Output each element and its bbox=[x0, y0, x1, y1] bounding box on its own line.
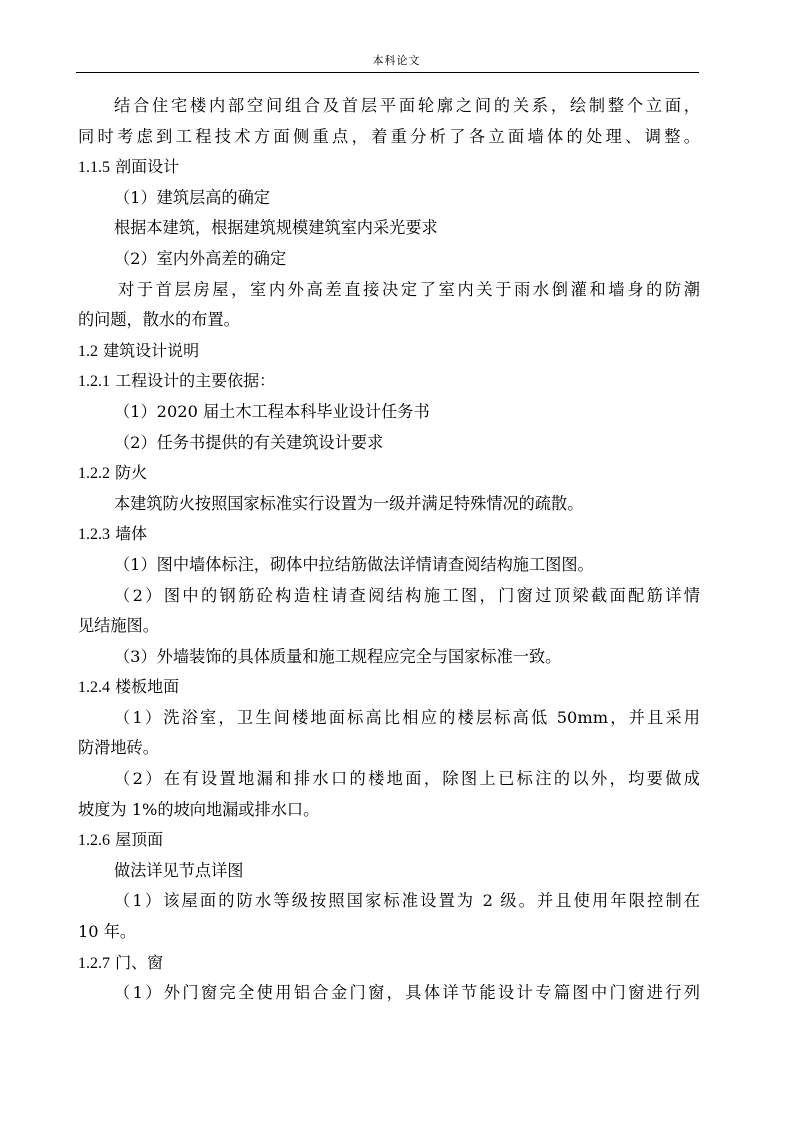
section-heading bbox=[78, 152, 700, 183]
paragraph-line: （1）2020 届土木工程本科毕业设计任务书 bbox=[114, 401, 430, 421]
paragraph-line: （2）图中的钢筋砼构造柱请查阅结构施工图，门窗过顶梁截面配筋详情 bbox=[114, 585, 700, 605]
paragraph-line: （1）建筑层高的确定 bbox=[114, 187, 270, 207]
header-rule bbox=[76, 72, 699, 73]
paragraph-line: （3）外墙装饰的具体质量和施工规程应完全与国家标准一致。 bbox=[114, 646, 562, 666]
section-number: 1.2 bbox=[78, 342, 98, 360]
paragraph-line: 防滑地砖。 bbox=[78, 738, 159, 758]
paragraph-line: 同时考虑到工程技术方面侧重点，着重分析了各立面墙体的处理、调整。 bbox=[78, 126, 700, 146]
section-number: 1.2.6 bbox=[78, 832, 110, 850]
section-title: 楼板地面 bbox=[115, 677, 180, 697]
paragraph-line: 做法详见节点详图 bbox=[114, 860, 244, 880]
paragraph-line: （1）洗浴室，卫生间楼地面标高比相应的楼层标高低 50mm，并且采用 bbox=[114, 707, 700, 727]
paragraph-line: 坡度为 1%的坡向地漏或排水口。 bbox=[78, 799, 320, 819]
paragraph-line: 见结施图。 bbox=[78, 616, 159, 636]
section-heading bbox=[78, 366, 700, 397]
section-number: 1.2.2 bbox=[78, 465, 110, 483]
section-number: 1.2.7 bbox=[78, 954, 110, 972]
section-number: 1.2.1 bbox=[78, 373, 110, 391]
paragraph-line: （2）任务书提供的有关建筑设计要求 bbox=[114, 432, 384, 452]
section-heading bbox=[78, 336, 700, 367]
section-title: 屋顶面 bbox=[115, 830, 164, 850]
paragraph-line: （1）外门窗完全使用铝合金门窗，具体详节能设计专篇图中门窗进行列 bbox=[114, 983, 700, 1003]
paragraph-line: 根据本建筑，根据建筑规模建筑室内采光要求 bbox=[114, 218, 438, 238]
section-heading bbox=[78, 519, 700, 550]
section-heading bbox=[78, 672, 700, 703]
page-header: 本科论文 bbox=[372, 54, 421, 67]
section-heading bbox=[78, 458, 700, 489]
section-number: 1.2.4 bbox=[78, 679, 110, 697]
document-body bbox=[78, 91, 700, 1009]
paragraph-line: （2）在有设置地漏和排水口的楼地面，除图上已标注的以外，均要做成 bbox=[114, 769, 700, 789]
paragraph-line: （1）图中墙体标注，砌体中拉结筋做法详情请查阅结构施工图图。 bbox=[114, 554, 594, 574]
section-heading bbox=[78, 825, 700, 856]
section-title: 防火 bbox=[115, 463, 148, 483]
section-title: 建筑设计说明 bbox=[103, 340, 200, 360]
section-number: 1.1.5 bbox=[78, 159, 110, 177]
paragraph-line: （1）该屋面的防水等级按照国家标准设置为 2 级。并且使用年限控制在 bbox=[114, 891, 700, 911]
section-title: 工程设计的主要依据： bbox=[115, 371, 276, 391]
section-title: 剖面设计 bbox=[115, 157, 180, 177]
paragraph-line: 本建筑防火按照国家标准实行设置为一级并满足特殊情况的疏散。 bbox=[114, 493, 584, 513]
paragraph-line: 结合住宅楼内部空间组合及首层平面轮廓之间的关系，绘制整个立面， bbox=[114, 96, 700, 115]
section-heading bbox=[78, 948, 700, 979]
section-title: 墙体 bbox=[115, 524, 148, 544]
paragraph-line: 对于首层房屋，室内外高差直接决定了室内关于雨水倒灌和墙身的防潮 bbox=[118, 279, 700, 299]
section-title: 门、窗 bbox=[115, 952, 164, 972]
paragraph-line: （2）室内外高差的确定 bbox=[114, 248, 287, 268]
paragraph-line: 的问题，散水的布置。 bbox=[78, 310, 240, 330]
paragraph-line: 10 年。 bbox=[78, 922, 137, 942]
section-number: 1.2.3 bbox=[78, 526, 110, 544]
